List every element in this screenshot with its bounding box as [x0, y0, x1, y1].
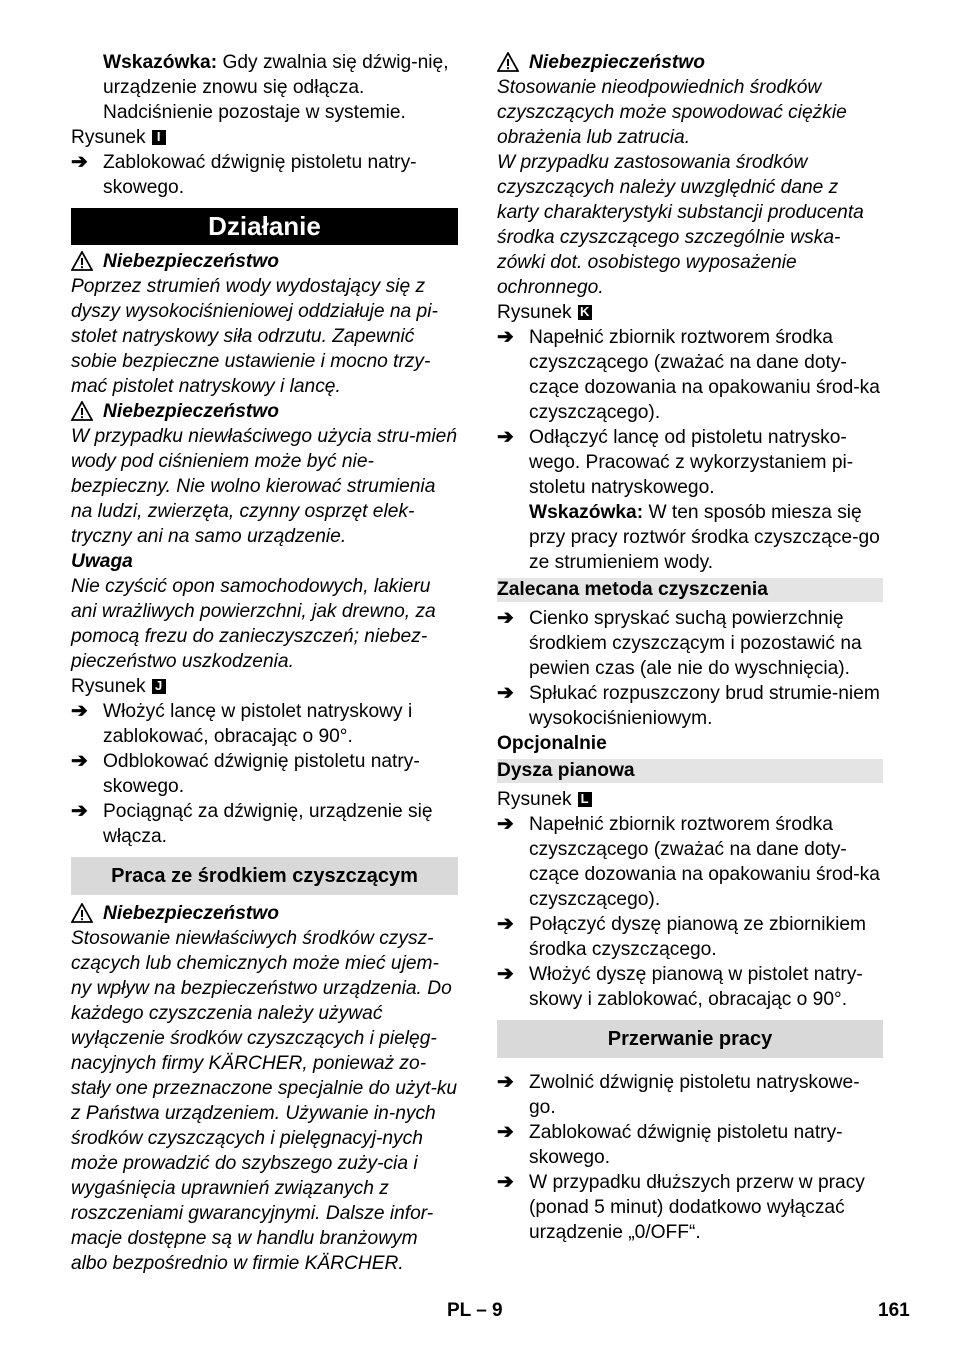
step-item [71, 150, 458, 200]
arrow-right-icon: ➔ [497, 913, 514, 935]
danger-text: Stosowanie niewłaściwych środków czysz-czących lub chemicznych może mieć ujem-ny wpływ na bezpieczeństwo urządzenia. Do każdego czyszczenia należy używać wyłączenie środków czyszczących i pielęg-nacyjnych firmy KÄRCHER, ponieważ zo-stały one przeznaczone specjalnie do użyt-ku z Państwa urządzeniem. Używanie in-nych środków czyszczących i pielęgnacyj-nych może prowadzić do szybszego zuży-cia i wygaśnięcia uprawnień związanych z roszczeniami gwarancyjnymi. Dalsze infor-macje dostępne są w handlu branżowym albo bezpośrednio w firmie KÄRCHER. [71, 928, 458, 1274]
section-heading-operation: Działanie [71, 208, 458, 245]
figure-code-i: I [152, 130, 166, 145]
arrow-right-icon: ➔ [497, 1071, 514, 1093]
danger-title: Niebezpieczeństwo [103, 903, 279, 924]
step-text: Napełnić zbiornik roztworem środka czyszczącego (zważać na dane doty-czące dozowania na opakowaniu środ-ka czyszczącego). [529, 327, 880, 423]
danger-heading [71, 399, 458, 424]
danger-title: Niebezpieczeństwo [529, 52, 705, 73]
arrow-right-icon: ➔ [71, 750, 88, 772]
arrow-right-icon: ➔ [497, 326, 514, 348]
step-item [71, 699, 458, 749]
figure-code-j: J [152, 679, 166, 694]
step-text: Zablokować dźwignię pistoletu natry-skowego. [103, 152, 417, 198]
arrow-right-icon: ➔ [71, 700, 88, 722]
step-item [497, 1120, 883, 1170]
step-item [71, 799, 458, 849]
arrow-right-icon: ➔ [497, 682, 514, 704]
step-text: Spłukać rozpuszczony brud strumie-niem wysokociśnieniowym. [529, 683, 880, 729]
heading-cleaning-method: Zalecana metoda czyszczenia [497, 578, 883, 602]
figure-label: Rysunek [497, 302, 572, 323]
caution-title: Uwaga [71, 551, 133, 572]
warning-triangle-icon [71, 903, 93, 923]
heading-foam-nozzle: Dysza pianowa [497, 759, 883, 783]
note-label: Wskazówka: [103, 52, 218, 73]
step-text: Włożyć lancę w pistolet natryskowy i zablokować, obracając o 90°. [103, 701, 413, 747]
arrow-right-icon: ➔ [497, 1121, 514, 1143]
danger-heading [71, 901, 458, 926]
subsection-heading-detergent: Praca ze środkiem czyszczącym [71, 857, 458, 895]
step-item [497, 812, 883, 912]
figure-ref-l [497, 787, 883, 812]
optional-label: Opcjonalnie [497, 733, 607, 754]
step-text: Połączyć dyszę pianową ze zbiornikiem środka czyszczącego. [529, 914, 866, 960]
left-column [71, 50, 458, 1276]
step-text: Pociągnąć za dźwignię, urządzenie się włącza. [103, 801, 433, 847]
step-item [497, 681, 883, 731]
figure-ref-i [71, 125, 458, 150]
step-text: Odblokować dźwignię pistoletu natry-skowego. [103, 751, 420, 797]
danger-text: W przypadku niewłaściwego użycia stru-mień wody pod ciśnieniem może być nie-bezpieczny. Nie wolno kierować strumienia na ludzi, zwierzęta, czynny osprzęt elek-tryczny ani na samo urządzenie. [71, 426, 458, 547]
figure-code-k: K [578, 305, 592, 320]
step-item [497, 325, 883, 425]
footer-page-number: 161 [878, 1300, 910, 1321]
step-item [497, 1170, 883, 1245]
step-text: W przypadku dłuższych przerw w pracy (ponad 5 minut) dodatkowo wyłączać urządzenie „0/OFF“. [529, 1172, 865, 1243]
step-text-main: Odłączyć lancę od pistoletu natrysko-wego. Pracować z wykorzystaniem pi-stoletu natryskowego. [529, 427, 854, 498]
right-column [497, 50, 883, 1245]
step-text: Włożyć dyszę pianową w pistolet natry-skowy i zablokować, obracając o 90°. [529, 964, 863, 1010]
step-item [497, 962, 883, 1012]
step-item [497, 425, 883, 575]
warning-triangle-icon [71, 401, 93, 421]
note-paragraph [71, 50, 458, 125]
warning-triangle-icon [71, 251, 93, 271]
footer-language-page: PL – 9 [447, 1300, 503, 1321]
arrow-right-icon: ➔ [71, 800, 88, 822]
heading-interrupt-work: Przerwanie pracy [497, 1020, 883, 1058]
step-item [71, 749, 458, 799]
step-item [497, 606, 883, 681]
danger-heading [71, 249, 458, 274]
danger-title: Niebezpieczeństwo [103, 251, 279, 272]
step-text: Napełnić zbiornik roztworem środka czyszczącego (zważać na dane doty-czące dozowania na opakowaniu środ-ka czyszczącego). [529, 814, 880, 910]
arrow-right-icon: ➔ [497, 1171, 514, 1193]
figure-ref-j [71, 674, 458, 699]
danger-heading [497, 50, 883, 75]
arrow-right-icon: ➔ [497, 426, 514, 448]
step-text: Cienko spryskać suchą powierzchnię środkiem czyszczącym i pozostawić na pewien czas (ale nie do wyschnięcia). [529, 608, 862, 679]
arrow-right-icon: ➔ [497, 963, 514, 985]
danger-text: Poprzez strumień wody wydostający się z dyszy wysokociśnieniowej oddziałuje na pi-stolet natryskowy siła odrzutu. Zapewnić sobie bezpieczne ustawienie i mocno trzy-mać pistolet natryskowy i lancę. [71, 276, 438, 397]
danger-title: Niebezpieczeństwo [103, 401, 279, 422]
danger-text: Stosowanie nieodpowiednich środków czyszczących może spowodować ciężkie obrażenia lub zatrucia. [497, 77, 847, 148]
danger-text: W przypadku zastosowania środków czyszczących należy uwzględnić dane z karty charakterystyki substancji producenta środka czyszczącego szczególnie wska-zówki dot. osobistego wyposażenie ochronnego. [497, 152, 864, 298]
note-text: W ten sposób miesza się przy pracy roztwór środka czyszczące-go ze strumieniem wody. [529, 502, 880, 573]
step-text: Zablokować dźwignię pistoletu natry-skowego. [529, 1122, 843, 1168]
note-label: Wskazówka: [529, 502, 644, 523]
figure-label: Rysunek [497, 789, 572, 810]
figure-ref-k [497, 300, 883, 325]
note-text: Gdy zwalnia się dźwig-nię, urządzenie znowu się odłącza. Nadciśnienie pozostaje w systemie. [103, 52, 449, 123]
step-text: Zwolnić dźwignię pistoletu natryskowe-go. [529, 1072, 860, 1118]
arrow-right-icon: ➔ [497, 607, 514, 629]
figure-label: Rysunek [71, 676, 146, 697]
step-text [529, 425, 883, 575]
warning-triangle-icon [497, 52, 519, 72]
step-item [497, 912, 883, 962]
arrow-right-icon: ➔ [497, 813, 514, 835]
figure-label: Rysunek [71, 127, 146, 148]
caution-text: Nie czyścić opon samochodowych, lakieru ani wrażliwych powierzchni, jak drewno, za pomocą frezu do zanieczyszczeń; niebez-pieczeństwo uszkodzenia. [71, 576, 436, 672]
arrow-right-icon: ➔ [71, 151, 88, 173]
figure-code-l: L [578, 792, 592, 807]
step-item [497, 1070, 883, 1120]
